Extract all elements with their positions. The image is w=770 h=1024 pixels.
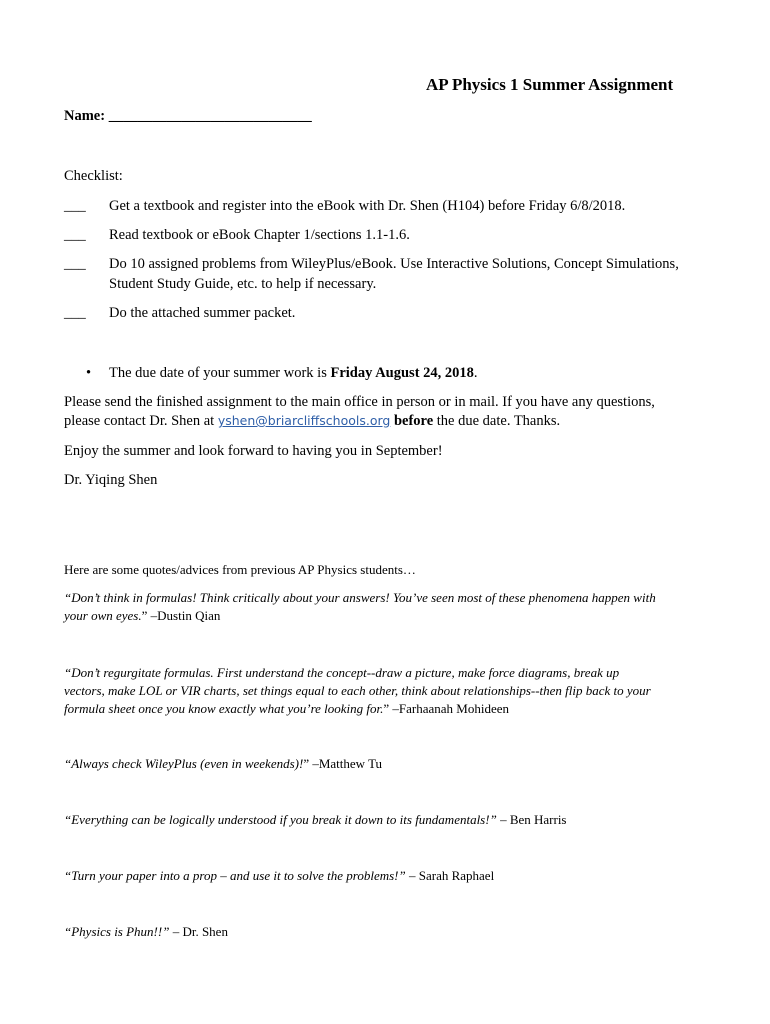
checklist-label: Checklist: <box>64 168 123 184</box>
checklist-blank: ___ <box>64 256 86 272</box>
quote-text: vectors, make LOL or VIR charts, set things equal to each other, think about relationships--then flip back to your <box>64 683 651 698</box>
send-line-2-prefix: please contact Dr. Shen at <box>64 413 218 429</box>
due-date-prefix: The due date of your summer work is <box>109 365 331 381</box>
checklist-blank: ___ <box>64 305 86 321</box>
due-date-line <box>109 365 478 382</box>
send-line-1: Please send the finished assignment to the main office in person or in mail. If you have any questions, <box>64 394 655 410</box>
checklist-item-problems-line2: Student Study Guide, etc. to help if necessary. <box>109 275 377 292</box>
checklist-item-read: Read textbook or eBook Chapter 1/sections 1.1-1.6. <box>109 227 410 243</box>
quote-author: – Ben Harris <box>496 812 567 827</box>
quote-text: your own eyes. <box>64 608 142 623</box>
quote-dr-shen <box>64 923 228 941</box>
due-date-suffix: . <box>473 365 478 381</box>
quote-text: “Turn your paper into a prop – and use it to solve the problems!” <box>64 868 406 883</box>
before-text: before <box>393 413 434 429</box>
quote-sarah <box>64 867 494 885</box>
checklist-item-textbook: Get a textbook and register into the eBook with Dr. Shen (H104) before Friday 6/8/2018. <box>109 198 626 214</box>
checklist-item-problems-line1: Do 10 assigned problems from WileyPlus/eBook. Use Interactive Solutions, Concept Simulations, <box>109 256 679 272</box>
quote-author: ” –Dustin Qian <box>141 608 221 623</box>
email-link[interactable]: yshen@briarcliffschools.org <box>217 413 391 428</box>
quote-matthew <box>64 755 382 773</box>
checklist-blank: ___ <box>64 227 86 243</box>
quote-dustin <box>64 589 656 625</box>
checklist-blank: ___ <box>64 198 86 214</box>
quote-text: “Don’t regurgitate formulas. First understand the concept--draw a picture, make force diagrams, break up <box>64 665 620 680</box>
quote-farhaanah <box>64 664 651 718</box>
due-date: Friday August 24, 2018 <box>330 365 474 381</box>
bullet-icon: • <box>86 365 92 381</box>
quote-text: “Physics is Phun!!” <box>64 924 170 939</box>
enjoy-line: Enjoy the summer and look forward to having you in September! <box>64 443 443 459</box>
quotes-intro: Here are some quotes/advices from previous AP Physics students… <box>64 562 416 577</box>
signature: Dr. Yiqing Shen <box>64 472 158 488</box>
quote-author: ” –Matthew Tu <box>303 756 383 771</box>
page-title: AP Physics 1 Summer Assignment <box>426 75 674 94</box>
quote-author: – Dr. Shen <box>169 924 228 939</box>
send-line-2 <box>64 413 560 430</box>
quote-text: “Don’t think in formulas! Think critically about your answers! You’ve seen most of these phenomena happen with <box>64 590 656 605</box>
quote-author: – Sarah Raphael <box>405 868 495 883</box>
quote-text: “Always check WileyPlus (even in weekends)! <box>64 756 304 771</box>
send-line-2-suffix: the due date. Thanks. <box>433 413 561 429</box>
name-field-label: Name: ____________________________ <box>64 108 312 124</box>
checklist-item-problems <box>109 255 679 294</box>
quote-author: ” –Farhaanah Mohideen <box>383 701 510 716</box>
quote-text: formula sheet once you know exactly what you’re looking for. <box>64 701 384 716</box>
quote-text: “Everything can be logically understood if you break it down to its fundamentals!” <box>64 812 497 827</box>
checklist-item-packet: Do the attached summer packet. <box>109 305 296 321</box>
quote-ben <box>64 811 567 829</box>
